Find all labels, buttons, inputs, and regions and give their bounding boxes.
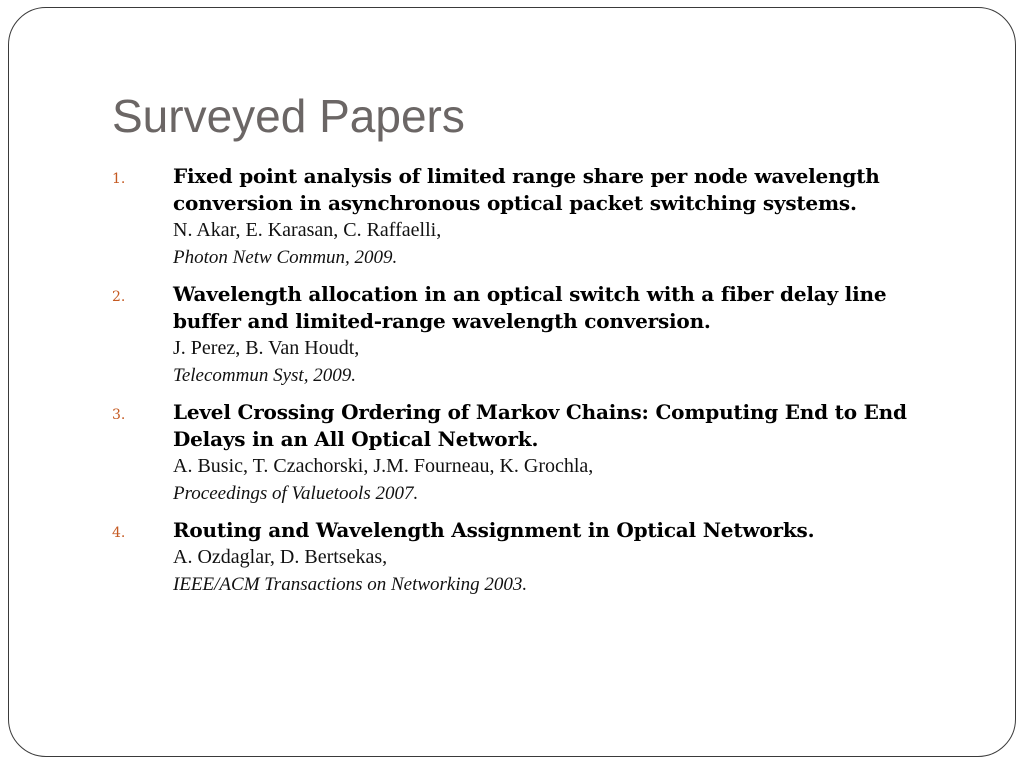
list-item bbox=[112, 517, 912, 598]
paper-authors: J. Perez, B. Van Houdt, bbox=[173, 337, 360, 359]
list-item bbox=[112, 163, 912, 271]
slide-title: Surveyed Papers bbox=[112, 90, 465, 142]
paper-title: Fixed point analysis of limited range share per node wavelength conversion in asynchronous optical packet switching systems. bbox=[173, 164, 880, 215]
paper-venue: IEEE/ACM Transactions on Networking 2003. bbox=[173, 574, 528, 595]
paper-list bbox=[112, 163, 912, 608]
paper-title: Wavelength allocation in an optical switch with a fiber delay line buffer and limited-range wavelength conversion. bbox=[173, 282, 887, 333]
paper-venue: Telecommun Syst, 2009. bbox=[173, 365, 356, 386]
paper-venue: Photon Netw Commun, 2009. bbox=[173, 247, 398, 268]
paper-authors: A. Busic, T. Czachorski, J.M. Fourneau, K. Grochla, bbox=[173, 455, 594, 477]
list-item bbox=[112, 281, 912, 389]
paper-authors: A. Ozdaglar, D. Bertsekas, bbox=[173, 546, 388, 568]
paper-title: Routing and Wavelength Assignment in Optical Networks. bbox=[173, 518, 815, 542]
item-number: 2. bbox=[112, 289, 126, 305]
item-number: 3. bbox=[112, 407, 126, 423]
paper-venue: Proceedings of Valuetools 2007. bbox=[173, 483, 419, 504]
list-item bbox=[112, 399, 912, 507]
item-number: 4. bbox=[112, 525, 126, 541]
paper-authors: N. Akar, E. Karasan, C. Raffaelli, bbox=[173, 219, 442, 241]
item-number: 1. bbox=[112, 171, 126, 187]
paper-title: Level Crossing Ordering of Markov Chains: Computing End to End Delays in an All Optical Network. bbox=[173, 400, 907, 451]
